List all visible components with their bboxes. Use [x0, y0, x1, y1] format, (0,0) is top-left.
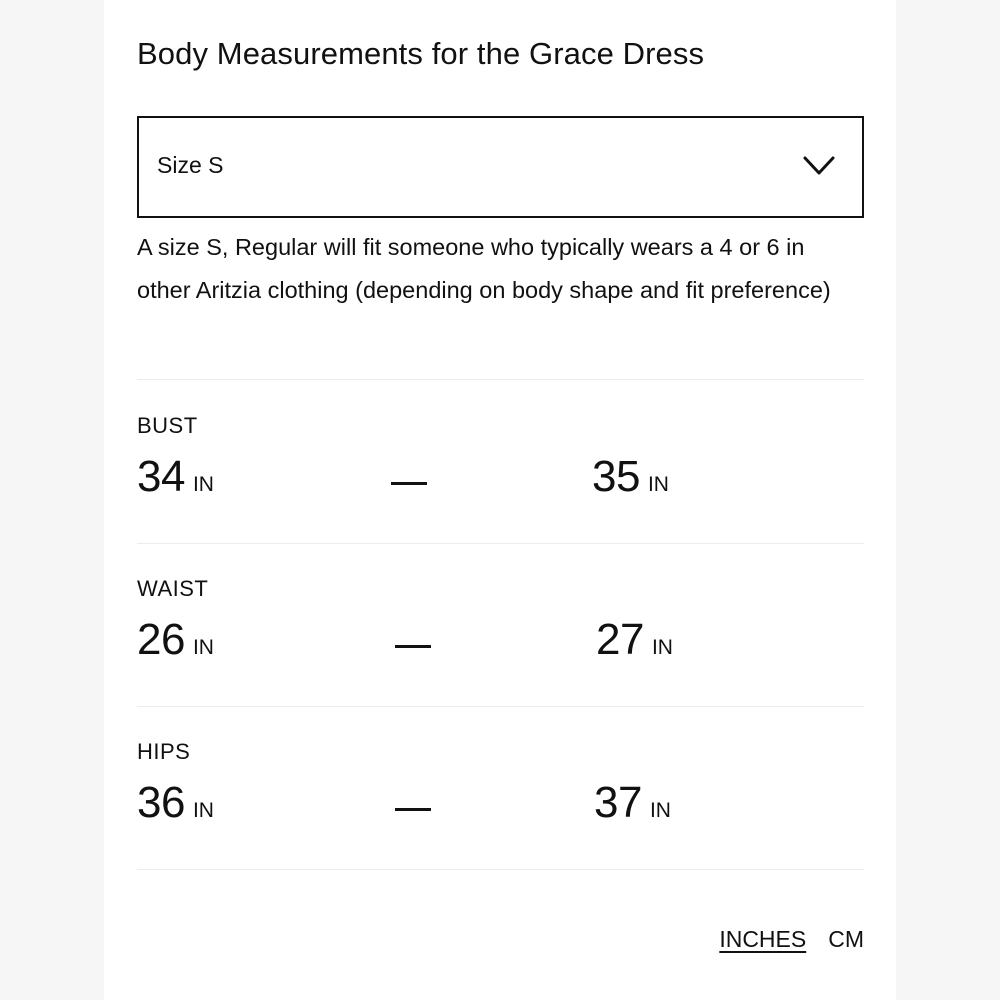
- measurement-unit: IN: [647, 473, 669, 496]
- chevron-down-icon: [802, 154, 836, 178]
- measurement-max-value: 27: [596, 615, 644, 664]
- divider: [137, 869, 864, 870]
- size-select-value: Size S: [157, 152, 224, 178]
- measurement-min-value: 34: [137, 452, 185, 501]
- measurement-unit: IN: [651, 636, 673, 659]
- size-description: A size S, Regular will fit someone who typically wears a 4 or 6 in other Aritzia clothing (depending on body shape and fit preference): [137, 234, 831, 303]
- divider: [137, 706, 864, 707]
- page-title: Body Measurements for the Grace Dress: [137, 36, 705, 71]
- unit-toggle: [719, 926, 864, 953]
- measurement-unit: IN: [192, 636, 214, 659]
- range-dash: [395, 808, 431, 811]
- measurement-unit: IN: [192, 473, 214, 496]
- measurement-min-value: 36: [137, 778, 185, 827]
- measurement-min: [137, 615, 214, 665]
- size-select[interactable]: [137, 116, 864, 218]
- unit-inches-link[interactable]: INCHES: [719, 926, 807, 952]
- measurement-label: WAIST: [137, 576, 209, 601]
- measurement-unit: IN: [649, 799, 671, 822]
- divider: [137, 379, 864, 380]
- measurement-max: [592, 452, 669, 502]
- measurement-max: [596, 615, 673, 665]
- measurement-max: [594, 778, 671, 828]
- measurement-min: [137, 452, 214, 502]
- measurement-max-value: 37: [594, 778, 642, 827]
- measurement-label: HIPS: [137, 739, 191, 764]
- measurement-min-value: 26: [137, 615, 185, 664]
- unit-cm-link[interactable]: CM: [828, 926, 864, 952]
- size-guide-panel: [104, 0, 896, 1000]
- measurement-min: [137, 778, 214, 828]
- measurement-max-value: 35: [592, 452, 640, 501]
- range-dash: [395, 645, 431, 648]
- divider: [137, 543, 864, 544]
- range-dash: [391, 482, 427, 485]
- measurement-unit: IN: [192, 799, 214, 822]
- measurement-label: BUST: [137, 413, 198, 438]
